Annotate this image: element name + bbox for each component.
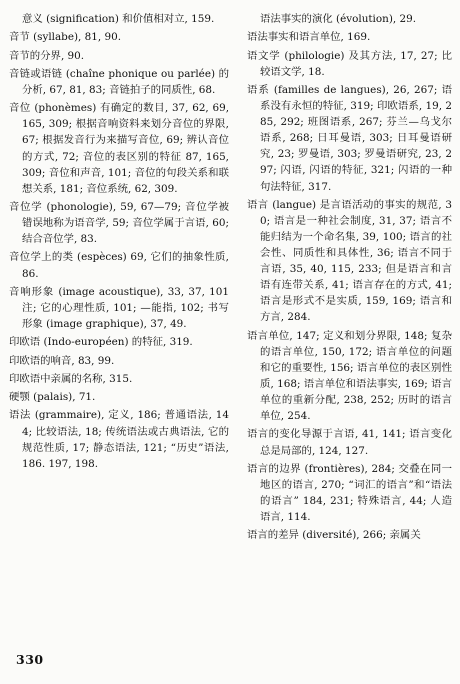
index-entry: 意义 (signification) 和价值相对立, 159. [22,13,215,25]
index-entry: 印欧语中亲属的名称, 315. [9,372,133,385]
index-entry: 语系 (familles de langues), 26, 267; 语系没有永恒的特征, 319; 印欧语系, 19, 285, 292; 班图语系, 267; 芬兰—乌戈尔语系, 268; 日耳曼语, 303; 日耳曼语研究, 23; 罗曼语, 303; 罗曼语研究, 23, 297; 闪语, 闪语的特征, 321; 闪语的一种句法特征, 317. [247,83,452,193]
index-entry: 音位学 (phonologie), 59, 67—79; 音位学被错误地称为语音学, 59; 音位学属于言语, 60; 结合音位学, 83. [9,200,229,246]
index-entry: 语言 (langue) 是言语活动的事实的规范, 30; 语言是一种社会制度, 31, 37; 语言不能归结为一个命名集, 39, 100; 语言的社会性、同质性和具体性, 36; 语言不同于言语, 35, 40, 115, 233; 但是语言和言语有连带关系, 41; 语言存在的方式, 41; 语言是形式不是实质, 159, 169; 语言和方言, 284. [247,198,452,324]
index-entry: 语法事实和语言单位, 169. [247,31,371,44]
index-entry: 印欧语 (Indo-européen) 的特征, 319. [9,336,193,349]
index-entry: 音响形象 (image acoustique), 33, 37, 101 注; 它的心理性质, 101; —能指, 102; 书写形象 (image graphique), 37, 49. [9,285,229,330]
left-column [9,11,229,474]
index-entry: 音节 (syllabe), 81, 90. [9,31,121,44]
index-entry: 音位 (phonèmes) 有确定的数目, 37, 62, 69, 165, 309; 根据音响资料来划分音位的界限, 67; 根据发音行为来描写音位, 69; 辨认音位的方式, 72; 音位的表区别的特征 87, 165, 309; 音位和声音, 101; 音位的句段关系和联想关系, 181; 音位系统, 62, 309. [9,102,229,195]
index-entry: 印欧语的响音, 83, 99. [9,354,115,367]
index-entry: 语法事实的演化 (évolution), 29. [260,13,417,25]
index-entry: 音链或语链 (chaîne phonique ou parlée) 的分析, 67, 81, 83; 音链拍子的同质性, 68. [9,67,229,96]
index-entry: 语法 (grammaire), 定义, 186; 普通语法, 144; 比较语法, 18; 传统语法或古典语法, 它的规范性质, 17; 静态语法, 121; “历史”语法, 186. 197, 198. [9,409,229,470]
index-entry: 音位学上的类 (espèces) 69, 它们的抽象性质, 86. [9,251,229,280]
index-entry: 语言的变化导源于言语, 41, 141; 语言变化总是局部的, 124, 127. [247,428,452,457]
right-column [247,11,452,546]
index-entry: 语言单位, 147; 定义和划分界限, 148; 复杂的语言单位, 150, 172; 语言单位的问题和它的重要性, 156; 语言单位的表区别性质, 168; 语言单位和语法事实, 169; 语言单位的重新分配, 238, 252; 历时的语言单位, 254. [247,329,452,423]
index-entry: 音节的分界, 90. [9,49,85,62]
page-number: 330 [16,652,44,667]
index-entry: 硬颚 (palais), 71. [9,391,96,404]
index-entry: 语言的差异 (diversité), 266; 亲属关 [247,529,421,542]
index-entry: 语言的边界 (frontières), 284; 交叠在同一地区的语言, 270; “词汇的语言”和“语法的语言” 184, 231; 特殊语言, 44; 人造语言, 114. [247,462,452,524]
index-entry: 语文学 (philologie) 及其方法, 17, 27; 比较语文学, 18. [247,49,452,78]
